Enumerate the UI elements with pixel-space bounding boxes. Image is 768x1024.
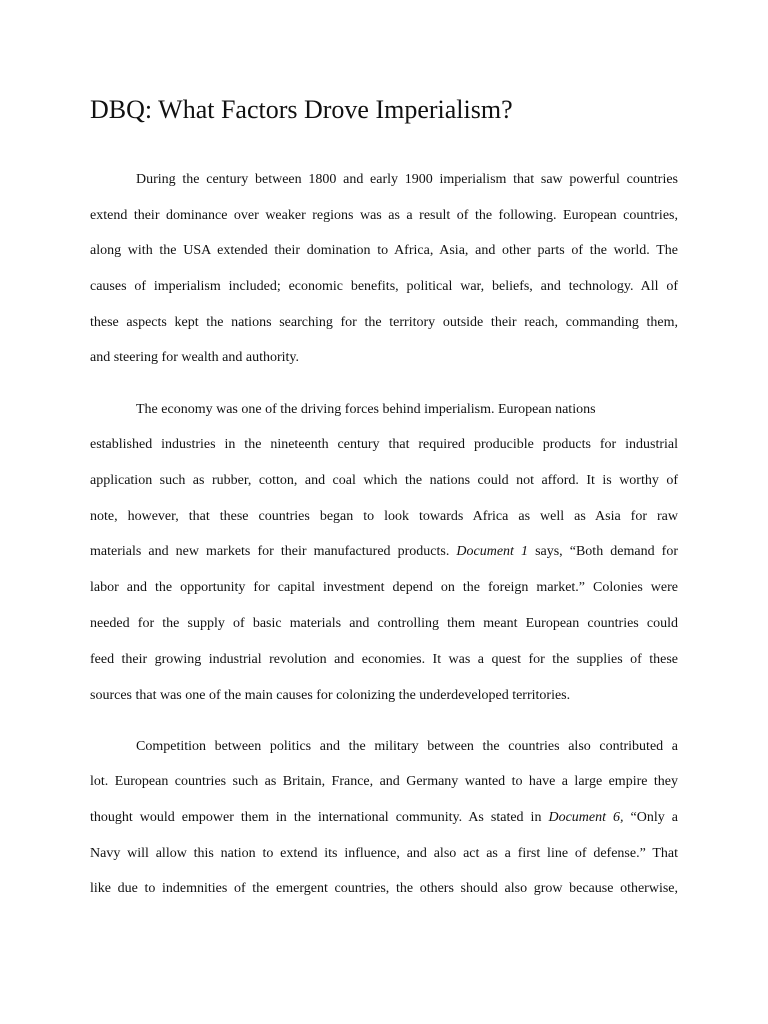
paragraph-line: these aspects kept the nations searching for the territory outside their reach, commanding them, (90, 315, 678, 330)
paragraph-line: lot. European countries such as Britain, France, and Germany wanted to have a large empire they (90, 774, 678, 789)
text-run: materials and new markets for their manufactured products. (90, 544, 457, 559)
paragraph-line: causes of imperialism included; economic benefits, political war, beliefs, and technology. All of (90, 279, 678, 294)
text-run: thought would empower them in the international community. As stated in (90, 810, 549, 825)
document-title: DBQ: What Factors Drove Imperialism? (90, 95, 513, 124)
document-reference: Document 1 (456, 544, 528, 559)
paragraph-line: and steering for wealth and authority. (90, 350, 300, 365)
text-run: says, “Both demand for (528, 544, 678, 559)
paragraph-line: extend their dominance over weaker regions was as a result of the following. European countries, (90, 208, 678, 223)
text-run: “Only a (623, 810, 678, 825)
paragraph-line: During the century between 1800 and early 1900 imperialism that saw powerful countries (136, 172, 678, 187)
paragraph-line: Competition between politics and the military between the countries also contributed a (136, 739, 678, 754)
document-reference: Document 6, (548, 810, 624, 825)
paragraph-line: sources that was one of the main causes for colonizing the underdeveloped territories. (90, 688, 571, 703)
paragraph-line: labor and the opportunity for capital investment depend on the foreign market.” Colonies were (90, 580, 678, 595)
paragraph-line: needed for the supply of basic materials and controlling them meant European countries could (90, 616, 678, 631)
paragraph-line: application such as rubber, cotton, and coal which the nations could not afford. It is worthy of (90, 473, 678, 488)
paragraph-line: along with the USA extended their domination to Africa, Asia, and other parts of the world. The (90, 243, 678, 258)
paragraph-line: established industries in the nineteenth century that required producible products for industrial (90, 437, 678, 452)
paragraph-line: feed their growing industrial revolution and economies. It was a quest for the supplies of these (90, 652, 678, 667)
paragraph-line: note, however, that these countries began to look towards Africa as well as Asia for raw (90, 509, 678, 524)
paragraph-line: Navy will allow this nation to extend its influence, and also act as a first line of defense.” That (90, 846, 678, 861)
paragraph-line (90, 542, 678, 562)
paragraph-line (90, 808, 678, 828)
paragraph-line: like due to indemnities of the emergent countries, the others should also grow because otherwise, (90, 881, 678, 896)
paragraph-line: The economy was one of the driving forces behind imperialism. European nations (136, 402, 596, 417)
